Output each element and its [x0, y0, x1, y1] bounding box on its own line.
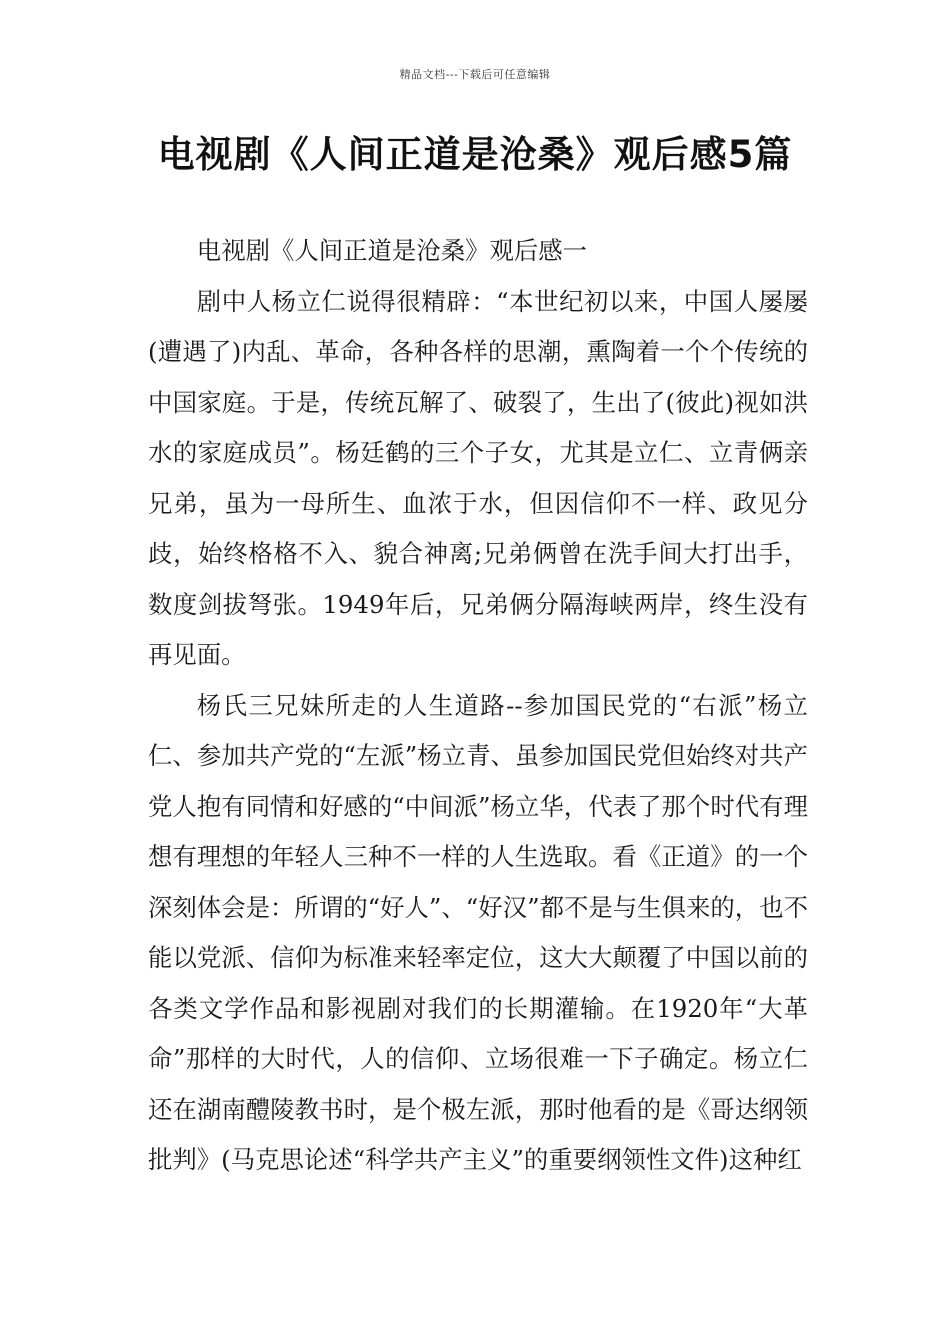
document-body	[148, 226, 808, 1186]
paragraph: 杨氏三兄妹所走的人生道路--参加国民党的“右派”杨立仁、参加共产党的“左派”杨立青、虽参加国民党但始终对共产党人抱有同情和好感的“中间派”杨立华，代表了那个时代有理想有理想的年轻人三种不一样的人生选取。看《正道》的一个深刻体会是：所谓的“好人”、“好汉”都不是与生俱来的，也不能以党派、信仰为标准来轻率定位，这大大颠覆了中国以前的各类文学作品和影视剧对我们的长期灌输。在1920年“大革命”那样的大时代，人的信仰、立场很难一下子确定。杨立仁还在湖南醴陵教书时，是个极左派，那时他看的是《哥达纲领批判》(马克思论述“科学共产主义”的重要纲领性文件)这种红	[148, 690, 808, 1174]
section-heading: 电视剧《人间正道是沧桑》观后感一	[196, 236, 588, 265]
header-note: 精品文档---下载后可任意编辑	[399, 68, 551, 81]
paragraph: 剧中人杨立仁说得很精辟：“本世纪初以来，中国人屡屡(遭遇了)内乱、革命，各种各样的思潮，熏陶着一个个传统的中国家庭。于是，传统瓦解了、破裂了，生出了(彼此)视如洪水的家庭成员”。杨廷鹤的三个子女，尤其是立仁、立青俩亲兄弟，虽为一母所生、血浓于水，但因信仰不一样、政见分歧，始终格格不入、貌合神离;兄弟俩曾在洗手间大打出手，数度剑拔弩张。1949年后，兄弟俩分隔海峡两岸，终生没有再见面。	[148, 286, 808, 669]
document-title: 电视剧《人间正道是沧桑》观后感5篇	[157, 133, 793, 176]
